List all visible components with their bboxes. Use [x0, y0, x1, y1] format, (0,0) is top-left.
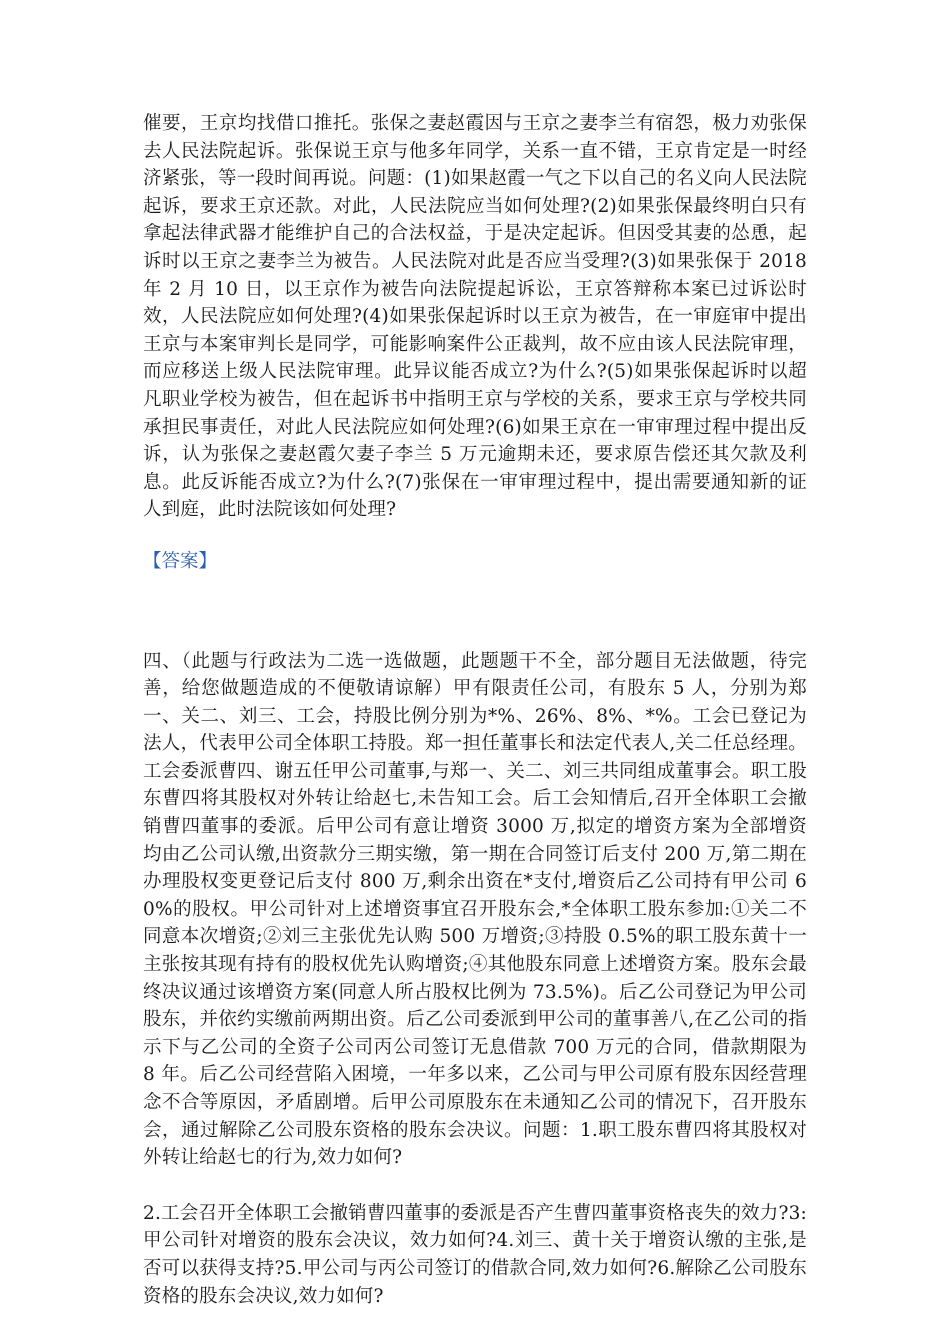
question-four-paragraph: 四、（此题与行政法为二选一选做题，此题题干不全，部分题目无法做题，待完善，给您做题造成的不便敬请谅解）甲有限责任公司，有股东 5 人，分别为郑一、关二、刘三、工会，持股比例分别为*%、26%、8%、*%。工会已登记为法人，代表甲公司全体职工持股。郑一担任董事长和法定代表人,关二任总经理。工会委派曹四、谢五任甲公司董事,与郑一、关二、刘三共同组成董事会。职工股东曹四将其股权对外转让给赵七,未告知工会。后工会知情后,召开全体职工会撤销曹四董事的委派。后甲公司有意让增资 3000 万,拟定的增资方案为全部增资均由乙公司认缴,出资款分三期实缴，第一期在合同签订后支付 200 万,第二期在办理股权变更登记后支付 800 万,剩余出资在*支付,增资后乙公司持有甲公司 60%的股权。甲公司针对上述增资事宜召开股东会,*全体职工股东参加:①关二不同意本次增资;②刘三主张优先认购 500 万增资;③持股 0.5%的职工股东黄十一主张按其现有持有的股权优先认购增资;④其他股东同意上述增资方案。股东会最终决议通过该增资方案(同意人所占股权比例为 73.5%)。后乙公司登记为甲公司股东，并依约实缴前两期出资。后乙公司委派到甲公司的董事善八,在乙公司的指示下与乙公司的全资子公司丙公司签订无息借款 700 万元的合同，借款期限为 8 年。后乙公司经营陷入困境，一年多以来，乙公司与甲公司原有股东因经营理念不合等原因，矛盾剧增。后甲公司原股东在未通知乙公司的情况下，召开股东会，通过解除乙公司股东资格的股东会决议。问题：1.职工股东曹四将其股权对外转让给赵七的行为,效力如何?	[143, 650, 808, 1169]
question-three-paragraph: 催要，王京均找借口推托。张保之妻赵霞因与王京之妻李兰有宿怨，极力劝张保去人民法院起诉。张保说王京与他多年同学，关系一直不错，王京肯定是一时经济紧张，等一段时间再说。问题：(1)如果赵霞一气之下以自己的名义向人民法院起诉，要求王京还款。对此，人民法院应当如何处理?(2)如果张保最终明白只有拿起法律武器才能维护自己的合法权益，于是决定起诉。但因受其妻的怂恿，起诉时以王京之妻李兰为被告。人民法院对此是否应当受理?(3)如果张保于 2018 年 2 月 10 日，以王京作为被告向法院提起诉讼，王京答辩称本案已过诉讼时效，人民法院应如何处理?(4)如果张保起诉时以王京为被告，在一审庭审中提出王京与本案审判长是同学，可能影响案件公正裁判，故不应由该人民法院审理，而应移送上级人民法院审理。此异议能否成立?为什么?(5)如果张保起诉时以超凡职业学校为被告，但在起诉书中指明王京与学校的关系，要求王京与学校共同承担民事责任，对此人民法院应如何处理?(6)如果王京在一审审理过程中提出反诉，认为张保之妻赵霞欠妻子李兰 5 万元逾期未还，要求原告偿还其欠款及利息。此反诉能否成立?为什么?(7)张保在一审审理过程中，提出需要通知新的证人到庭，此时法院该如何处理?	[143, 113, 807, 521]
answer-label: 【答案】	[143, 550, 218, 572]
question-four-continuation: 2.工会召开全体职工会撤销曹四董事的委派是否产生曹四董事资格丧失的效力?3:甲公司针对增资的股东会决议，效力如何?4.刘三、黄十关于增资认缴的主张,是否可以获得支持?5.甲公司与丙公司签订的借款合同,效力如何?6.解除乙公司股东资格的股东会决议,效力如何?	[143, 1202, 807, 1307]
document-page	[143, 110, 807, 1310]
